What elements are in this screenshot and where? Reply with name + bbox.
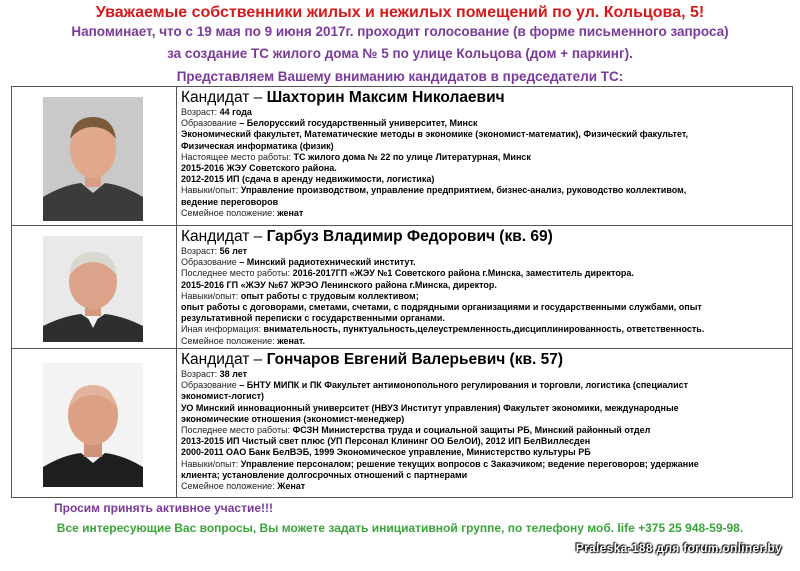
detail-value: внимательность, пунктуальность,целеустремленность,дисциплинированность, ответственность. (263, 324, 705, 335)
detail-value: женат. (277, 335, 306, 346)
detail-value: 2015-2016 ЖЭУ Советского района. (181, 163, 337, 174)
candidate-name-line (181, 227, 789, 246)
candidate-photo-cell (12, 87, 177, 225)
notice-voting-subject: за создание ТС жилого дома № 5 по улице Кольцова (дом + паркинг). (167, 46, 633, 61)
detail-label: Возраст: (181, 246, 220, 256)
candidate-name-line (181, 350, 789, 369)
detail-value: 2000-2011 ОАО Банк БелВЭБ, 1999 Экономическое управление, Министерство культуры РБ (181, 447, 591, 458)
candidate-info (181, 350, 789, 492)
detail-value: ведение переговоров (181, 196, 279, 207)
detail-label: Навыки/опыт: (181, 185, 241, 196)
detail-value: 2016-2017ГП «ЖЭУ №1 Советского района г.Минска, заместитель директора. (292, 268, 634, 279)
detail-value: 2013-2015 ИП Чистый свет плюс (УП Персонал Клининг ОО БелОИ), 2012 ИП БелВиллесден (181, 436, 591, 447)
candidate-info (181, 227, 789, 347)
candidate-prefix: Кандидат – (181, 351, 267, 368)
candidate-row (12, 87, 792, 226)
detail-value: Управление персоналом; решение текущих вопросов с Заказчиком; ведение переговоров; удержание (240, 458, 699, 469)
contact-info: Все интересующие Вас вопросы, Вы можете задать инициативной группе, по телефону моб. life +375 25 948-59-98. (56, 521, 744, 535)
detail-value: 44 года (219, 107, 252, 117)
detail-value: Физическая информатика (физик) (181, 140, 334, 151)
detail-value: Экономический факультет, Математические методы в экономике (экономист-математик), Физический факультет, (181, 129, 689, 140)
call-to-action: Просим принять активное участие!!! (54, 501, 273, 515)
detail-label: Семейное положение: (181, 335, 278, 346)
detail-label: Возраст: (181, 369, 220, 379)
candidate-row (12, 349, 792, 497)
detail-value: ФСЗН Министерства труда и социальной защиты РБ, Минский районный отдел (292, 425, 651, 436)
detail-label: Последнее место работы: (181, 268, 293, 279)
detail-value: клиента; установление долгосрочных отношений с партнерами (181, 469, 468, 480)
candidate-photo (42, 97, 144, 221)
detail-label: Образование (181, 257, 240, 268)
detail-value: Управление производством, управление предприятием, бизнес-анализ, руководство коллективом, (240, 185, 687, 196)
detail-value: – Белорусский государственный университет, Минск (239, 118, 478, 129)
detail-value: ТС жилого дома № 22 по улице Литературная, Минск (293, 151, 531, 162)
candidate-photo (42, 363, 144, 487)
detail-value: 56 лет (219, 246, 248, 256)
candidate-prefix: Кандидат – (181, 89, 267, 106)
detail-label: Семейное положение: (181, 207, 278, 218)
detail-value: – БНТУ МИПК и ПК Факультет антимонопольного регулирования и торговли, логистика (специалист (239, 380, 689, 391)
detail-label: Настоящее место работы: (181, 151, 294, 162)
detail-label: Образование (181, 118, 240, 129)
notice-voting-dates: Напоминает, что с 19 мая по 9 июня 2017г. проходит голосование (в форме письменного запроса) (71, 24, 729, 39)
notice-candidates-intro: Представляем Вашему вниманию кандидатов в председатели ТС: (176, 69, 624, 84)
detail-value: УО Минский инновационный университет (НВУЗ Институт управления) Факультет экономики, международные (181, 402, 679, 413)
detail-value: 38 лет (219, 369, 248, 379)
detail-value: женат (277, 207, 304, 218)
detail-value: опыт работы с трудовым коллективом; (240, 290, 419, 301)
candidate-prefix: Кандидат – (181, 228, 267, 245)
detail-label: Иная информация: (181, 324, 264, 335)
detail-value: опыт работы с договорами, сметами, счетами, с подрядными организациями и государственными службами, опыт (181, 302, 702, 313)
notice-title: Уважаемые собственники жилых и нежилых помещений по ул. Кольцова, 5! (95, 4, 705, 21)
candidate-info (181, 88, 789, 219)
candidate-photo (42, 236, 144, 342)
candidate-photo-cell (12, 226, 177, 348)
watermark: Praleska-188 для forum.onliner.by (575, 541, 782, 555)
detail-value: экономические отношения (экономист-менеджер) (181, 413, 405, 424)
detail-value: Женат (277, 481, 306, 492)
detail-value: 2015-2016 ГП «ЖЭУ №67 ЖРЭО Ленинского района г.Минска, директор. (181, 279, 497, 290)
candidate-photo-cell (12, 349, 177, 497)
candidate-name: Шахторин Максим Николаевич (266, 89, 505, 106)
candidates-table (11, 86, 793, 498)
detail-label: Образование (181, 380, 240, 391)
detail-label: Последнее место работы: (181, 425, 293, 436)
detail-label: Возраст: (181, 107, 220, 117)
detail-label: Навыки/опыт: (181, 458, 241, 469)
detail-value: 2012-2015 ИП (сдача в аренду недвижимости, логистика) (181, 174, 435, 185)
detail-value: экономист-логист) (181, 391, 265, 402)
candidate-name-line (181, 88, 789, 107)
candidate-name: Гарбуз Владимир Федорович (кв. 69) (266, 228, 553, 245)
detail-label: Семейное положение: (181, 481, 278, 492)
candidate-row (12, 226, 792, 349)
detail-label: Навыки/опыт: (181, 290, 241, 301)
candidate-name: Гончаров Евгений Валерьевич (кв. 57) (266, 351, 564, 368)
detail-value: – Минский радиотехнический институт. (239, 257, 416, 268)
detail-value: результативной переписки с государственными органами. (181, 313, 445, 324)
